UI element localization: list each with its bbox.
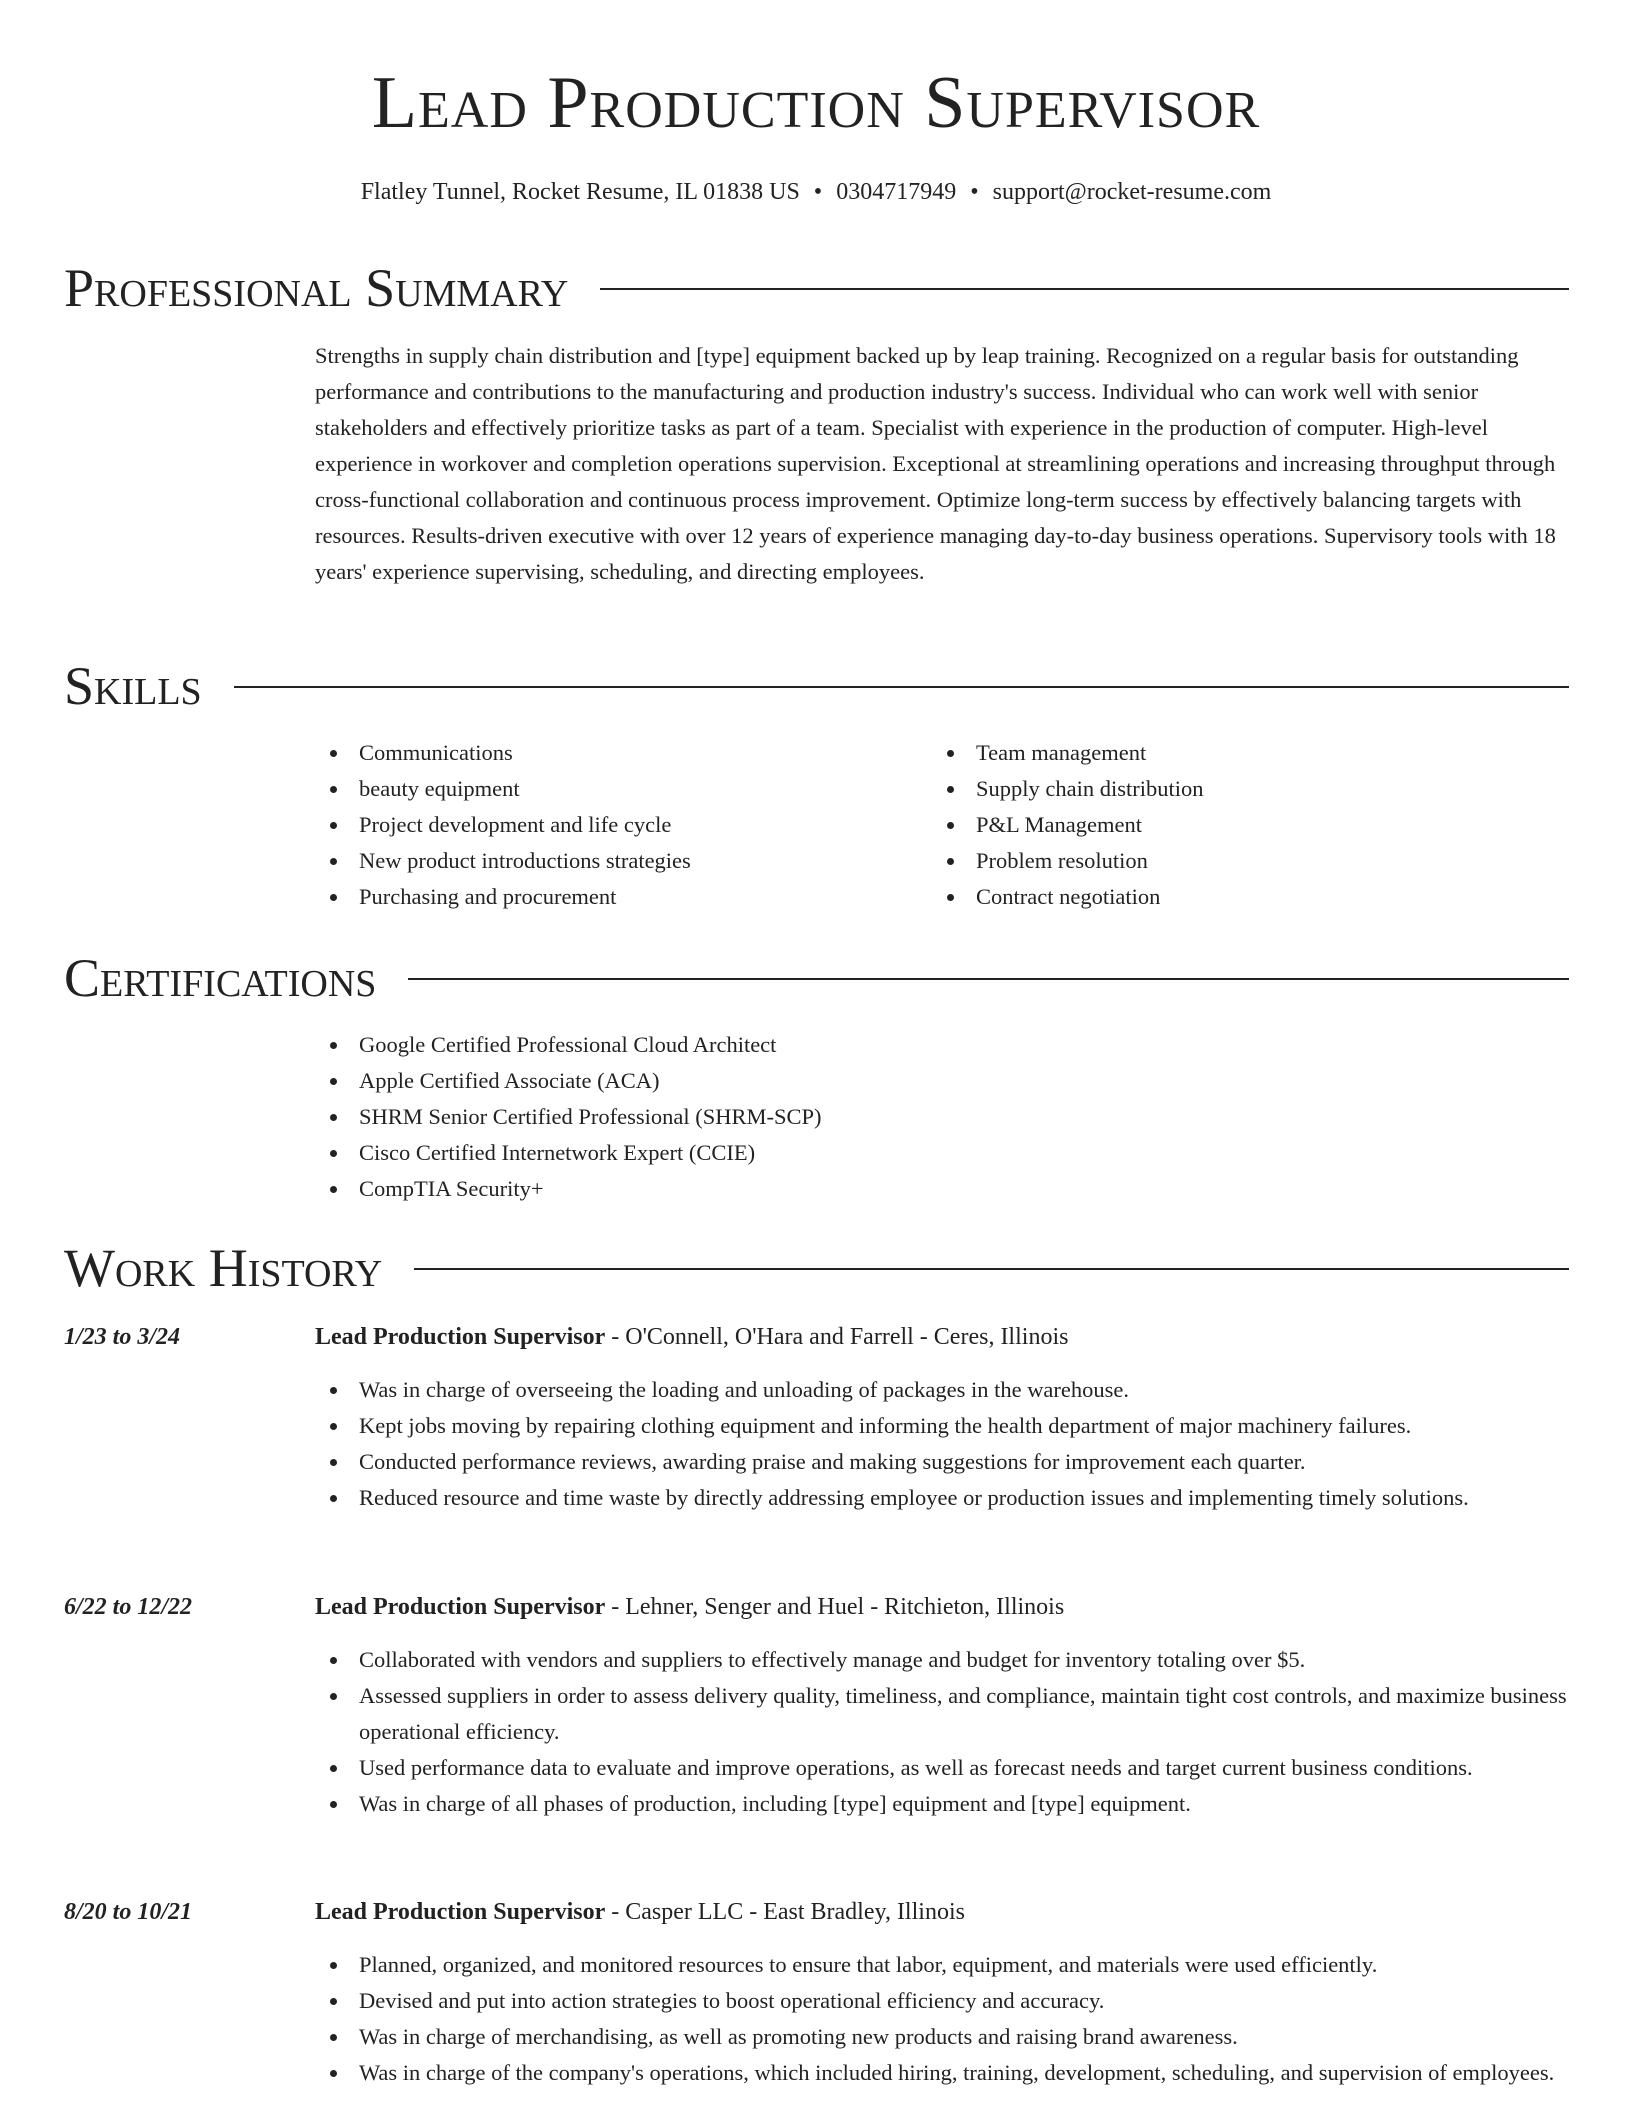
skill-item: P&L Management — [932, 807, 1532, 843]
work-history-section-header — [64, 1233, 1569, 1303]
skill-item: Purchasing and procurement — [315, 879, 915, 915]
skills-list-right — [932, 735, 1532, 915]
contact-address: Flatley Tunnel, Rocket Resume, IL 01838 US — [360, 179, 800, 205]
job-bullet: Was in charge of the company's operations, which included hiring, training, development, scheduling, and supervision of employees. — [315, 2055, 1569, 2091]
job-bullet: Was in charge of all phases of production, including [type] equipment and [type] equipment. — [315, 1786, 1569, 1822]
job-bullet: Collaborated with vendors and suppliers to effectively manage and budget for inventory totaling over $5. — [315, 1642, 1569, 1678]
skill-item: Contract negotiation — [932, 879, 1532, 915]
certification-item: Google Certified Professional Cloud Architect — [315, 1027, 1569, 1063]
skill-item: beauty equipment — [315, 771, 915, 807]
contact-email: support@rocket-resume.com — [992, 179, 1272, 205]
job-heading — [315, 1894, 1569, 1930]
job-dates: 6/22 to 12/22 — [64, 1594, 193, 1620]
certifications-section-header — [64, 943, 1569, 1013]
job-employer-location: - Lehner, Senger and Huel - Ritchieton, Illinois — [605, 1594, 1065, 1620]
job-employer-location: - Casper LLC - East Bradley, Illinois — [605, 1899, 965, 1925]
skill-item: Problem resolution — [932, 843, 1532, 879]
job-employer-location: - O'Connell, O'Hara and Farrell - Ceres, Illinois — [605, 1324, 1069, 1350]
section-divider — [234, 686, 1569, 688]
certification-item: Apple Certified Associate (ACA) — [315, 1063, 1569, 1099]
summary-section-header — [64, 253, 1569, 323]
job-title: Lead Production Supervisor — [315, 1324, 606, 1350]
skills-section-header — [64, 651, 1569, 721]
skills-list-left — [315, 735, 915, 915]
contact-line — [0, 174, 1632, 210]
certification-item: SHRM Senior Certified Professional (SHRM-SCP) — [315, 1099, 1569, 1135]
job-dates: 8/20 to 10/21 — [64, 1899, 193, 1925]
skill-item: New product introductions strategies — [315, 843, 915, 879]
certifications-list — [315, 1027, 1569, 1207]
section-divider — [408, 978, 1569, 980]
job-heading — [315, 1319, 1569, 1355]
job-bullet: Assessed suppliers in order to assess delivery quality, timeliness, and compliance, maintain tight cost controls, and maximize business operational efficiency. — [315, 1678, 1569, 1750]
certification-item: Cisco Certified Internetwork Expert (CCIE) — [315, 1135, 1569, 1171]
job-bullet: Conducted performance reviews, awarding praise and making suggestions for improvement each quarter. — [315, 1444, 1569, 1480]
job-bullet: Kept jobs moving by repairing clothing equipment and informing the health department of major machinery failures. — [315, 1408, 1569, 1444]
summary-section-title: Professional Summary — [64, 258, 569, 318]
job-bullet: Devised and put into action strategies to boost operational efficiency and accuracy. — [315, 1983, 1569, 2019]
section-divider — [600, 288, 1569, 290]
work-history-section-title: Work History — [64, 1238, 383, 1298]
skills-section-title: Skills — [64, 656, 202, 716]
job-bullet-list — [315, 1372, 1569, 1516]
skill-item: Supply chain distribution — [932, 771, 1532, 807]
job-title: Lead Production Supervisor — [315, 1899, 606, 1925]
contact-separator: • — [970, 179, 979, 205]
section-divider — [414, 1268, 1569, 1270]
summary-text: Strengths in supply chain distribution and [type] equipment backed up by leap training. Recognized on a regular basis for outstanding performance and contributions to the manufacturing and production industry's success. Individual who can work well with senior stakeholders and effectively prioritize tasks as part of a team. Specialist with experience in the production of computer. High-level experience in workover and completion operations supervision. Exceptional at streamlining operations and increasing throughput through cross-functional collaboration and continuous process improvement. Optimize long-term success by effectively balancing targets with resources. Results-driven executive with over 12 years of experience managing day-to-day business operations. Supervisory tools with 18 years' experience supervising, scheduling, and directing employees. — [315, 343, 1556, 584]
skill-item: Project development and life cycle — [315, 807, 915, 843]
job-dates: 1/23 to 3/24 — [64, 1324, 181, 1350]
contact-phone: 0304717949 — [836, 179, 957, 205]
job-bullet: Reduced resource and time waste by directly addressing employee or production issues and implementing timely solutions. — [315, 1480, 1569, 1516]
job-bullet: Used performance data to evaluate and improve operations, as well as forecast needs and target current business conditions. — [315, 1750, 1569, 1786]
job-bullet-list — [315, 1947, 1569, 2091]
skill-item: Communications — [315, 735, 915, 771]
job-heading — [315, 1589, 1569, 1625]
resume-name: Lead Production Supervisor — [371, 62, 1261, 144]
certifications-section-title: Certifications — [64, 948, 377, 1008]
job-bullet: Was in charge of merchandising, as well as promoting new products and raising brand awareness. — [315, 2019, 1569, 2055]
job-title: Lead Production Supervisor — [315, 1594, 606, 1620]
job-bullet-list — [315, 1642, 1569, 1822]
job-bullet: Was in charge of overseeing the loading and unloading of packages in the warehouse. — [315, 1372, 1569, 1408]
contact-separator: • — [813, 179, 823, 205]
skill-item: Team management — [932, 735, 1532, 771]
certification-item: CompTIA Security+ — [315, 1171, 1569, 1207]
job-bullet: Planned, organized, and monitored resources to ensure that labor, equipment, and materials were used efficiently. — [315, 1947, 1569, 1983]
